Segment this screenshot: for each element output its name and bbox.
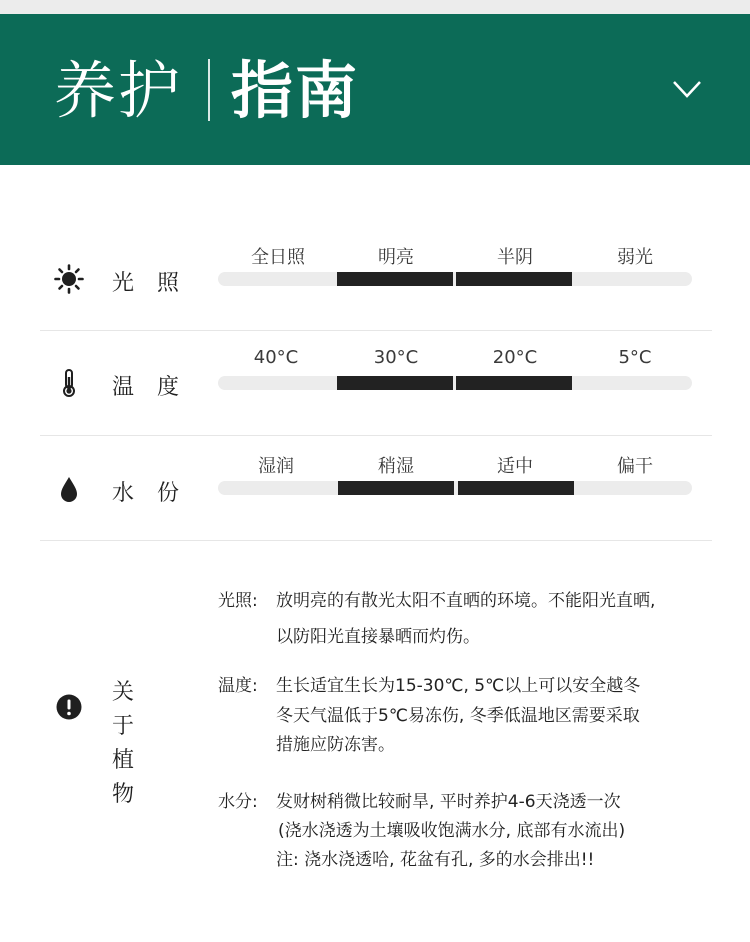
note-light-line1: 放明亮的有散光太阳不直晒的环境。不能阳光直晒, [276,591,656,611]
light-scale-0: 全日照 [251,247,305,268]
water-selected-segment-2 [458,481,574,495]
water-bar [218,481,692,495]
separator [40,435,712,436]
light-selected-segment-2 [456,272,572,286]
temperature-label: 温 度 [112,375,187,400]
water-scale-2: 适中 [497,456,533,477]
light-bar [218,272,692,286]
light-scale-1: 明亮 [378,247,414,268]
note-temp-line3: 措施应防冻害。 [276,735,395,755]
note-light-key: 光照: [218,591,258,611]
water-drop-icon [54,474,84,504]
separator [40,540,712,541]
header-title-right: 指南 [231,54,360,127]
header-divider [208,59,210,121]
note-water-line1: 发财树稍微比较耐旱, 平时养护4-6天浇透一次 [276,792,621,812]
note-temp-line1: 生长适宜生长为15-30℃, 5℃以上可以安全越冬 [276,676,641,696]
water-label: 水 份 [112,481,187,506]
separator [40,330,712,331]
temperature-scale-2: 20°C [492,347,538,368]
thermometer-icon [54,368,84,398]
header-title-left: 养护 [54,54,183,127]
temperature-scale-1: 30°C [373,347,419,368]
note-temp-key: 温度: [218,676,258,696]
note-water-key: 水分: [218,792,258,812]
note-water-line3: 注: 浇水浇透哈, 花盆有孔, 多的水会排出!! [276,850,595,870]
temperature-bar [218,376,692,390]
about-label-line1: 关 于 [112,680,145,739]
guide-header [0,14,750,165]
top-strip [0,0,750,14]
note-temp-line2: 冬天气温低于5℃易冻伤, 冬季低温地区需要采取 [276,706,640,726]
chevron-down-icon[interactable] [672,78,702,100]
note-water-line2: (浇水浇透为土壤吸收饱满水分, 底部有水流出) [278,821,626,841]
note-light-line2: 以防阳光直接暴晒而灼伤。 [276,627,480,647]
temperature-scale-0: 40°C [253,347,299,368]
temperature-selected-segment-1 [337,376,453,390]
water-scale-3: 偏干 [617,456,653,477]
light-selected-segment-1 [337,272,453,286]
light-label: 光 照 [112,271,187,296]
temperature-scale-3: 5°C [618,347,652,368]
light-scale-3: 弱光 [617,247,653,268]
water-scale-0: 湿润 [258,456,294,477]
water-scale-1: 稍湿 [378,456,414,477]
temperature-selected-segment-2 [456,376,572,390]
about-label-line2: 植 物 [112,748,145,807]
water-selected-segment-1 [338,481,454,495]
about-plant-label [112,676,192,812]
sun-icon [54,264,84,294]
exclamation-icon [56,694,82,720]
light-scale-2: 半阴 [497,247,533,268]
